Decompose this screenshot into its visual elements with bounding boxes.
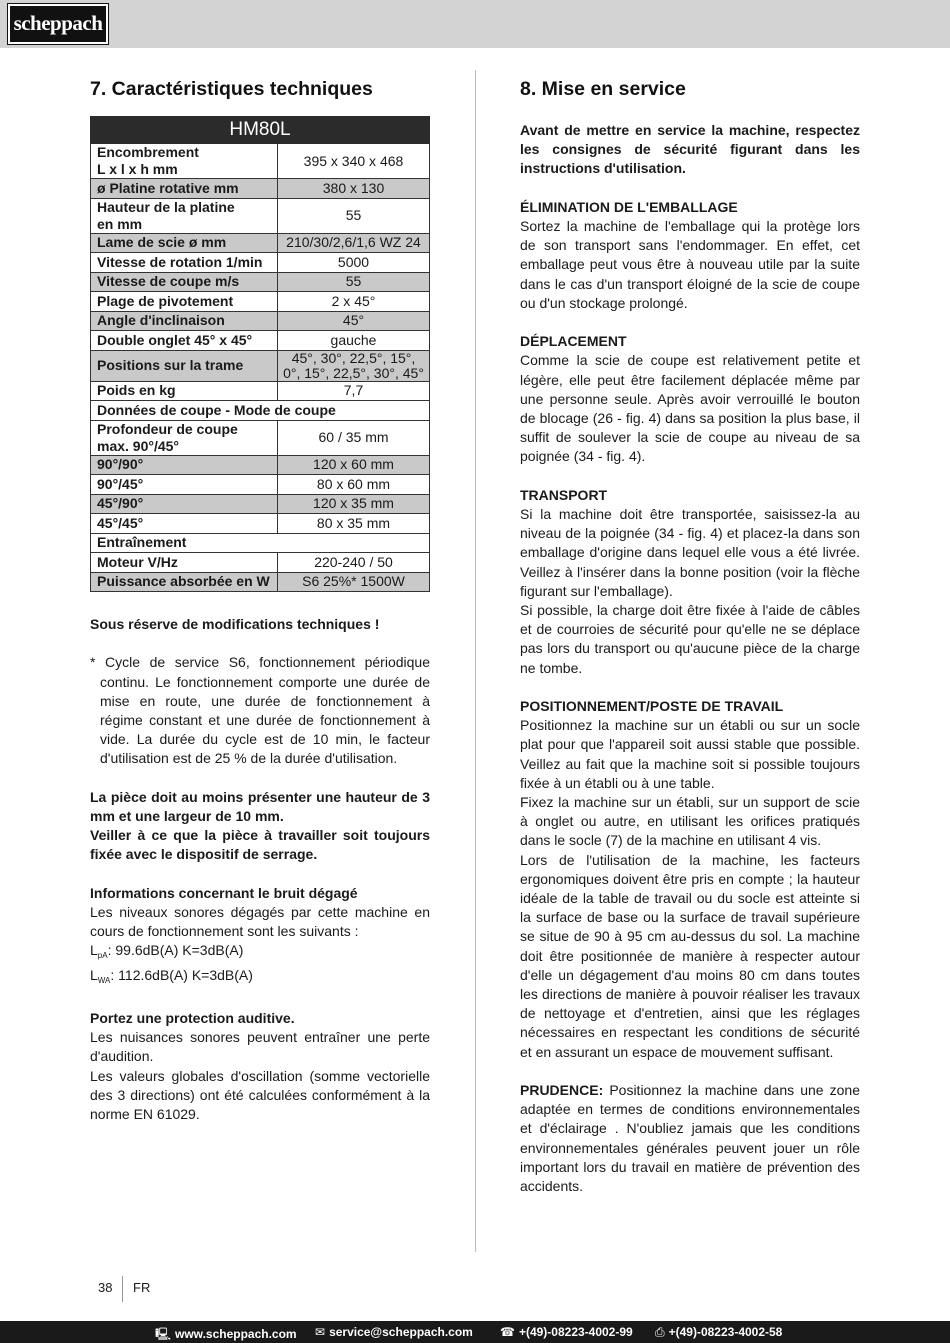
spec-label: Lame de scie ø mm xyxy=(91,233,278,253)
section-title-startup: 8. Mise en service xyxy=(520,78,686,100)
protection-text-1: Les nuisances sonores peuvent entraîner une perte d'audition. xyxy=(90,1029,430,1065)
computer-icon: 🖳 xyxy=(155,1327,172,1341)
workplace-text-2: Fixez la machine sur un établi, sur un support de scie à onglet ou autre, en utilisant les orifices pratiqués dans le socle (7) de la machine en utilisant 4 vis. xyxy=(520,794,860,849)
spec-row xyxy=(91,144,430,179)
spec-value: S6 25%* 1500W xyxy=(278,572,430,592)
workplace-heading: POSITIONNEMENT/POSTE DE TRAVAIL xyxy=(520,698,784,715)
spec-value: 55 xyxy=(278,272,430,292)
spec-section-label: Données de coupe - Mode de coupe xyxy=(91,401,430,421)
spec-value: 120 x 35 mm xyxy=(278,494,430,514)
piece-note-1: La pièce doit au moins présenter une hauteur de 3 mm et une largeur de 10 mm. xyxy=(90,788,430,824)
spec-label: Vitesse de coupe m/s xyxy=(91,272,278,292)
transport-heading: TRANSPORT xyxy=(520,486,608,503)
spec-value: 220-240 / 50 xyxy=(278,553,430,573)
spec-label: Hauteur de la platine en mm xyxy=(91,198,278,233)
website-link[interactable]: 🖳 www.scheppach.com xyxy=(155,1325,297,1343)
spec-label: Puissance absorbée en W xyxy=(91,572,278,592)
spec-value: 45°, 30°, 22,5°, 15°, 0°, 15°, 22,5°, 30°, 45° xyxy=(278,350,430,381)
spec-row xyxy=(91,179,430,199)
spec-label: ø Platine rotative mm xyxy=(91,179,278,199)
fax-number: ⎙ +(49)-08223-4002-58 xyxy=(655,1325,783,1339)
fax-icon: ⎙ xyxy=(655,1325,665,1339)
spec-label: Double onglet 45° x 45° xyxy=(91,331,278,351)
cycle-footnote: * Cycle de service S6, fonctionnement périodique continu. Le fonctionnement comporte une durée de mise en route, une durée de fonctionnement à régime constant et une durée de fonctionnement à vide. La durée du cycle est de 10 min, le facteur d'utilisation est de 25 % de la durée d'utilisation. xyxy=(90,654,430,767)
caution-paragraph xyxy=(520,1081,860,1196)
spec-label: Moteur V/Hz xyxy=(91,553,278,573)
spec-row xyxy=(91,253,430,273)
spec-value: 380 x 130 xyxy=(278,179,430,199)
spec-row xyxy=(91,514,430,534)
footer-separator xyxy=(122,1276,123,1302)
spec-label: 90°/90° xyxy=(91,455,278,475)
language-code: FR xyxy=(133,1280,151,1295)
spec-row xyxy=(91,572,430,592)
caution-text: Positionnez la machine dans une zone adaptée en termes de conditions environnementales et d'éclairage . N'oubliez jamais que les conditions environnementales générales peuvent jouer un rôle important lors du travail en matière de prévention des accidents. xyxy=(520,1082,860,1195)
transport-text-2: Si possible, la charge doit être fixée à l'aide de câbles et de courroies de sécurité pour qu'elle ne se déplace pas lors du transport ou qu'aucune pièce de la charge ne tombe. xyxy=(520,602,860,676)
spec-value: 120 x 60 mm xyxy=(278,455,430,475)
spec-label: 45°/90° xyxy=(91,494,278,514)
email-link[interactable]: ✉ service@scheppach.com xyxy=(315,1325,473,1339)
header-bar xyxy=(0,0,950,48)
spec-label: 45°/45° xyxy=(91,514,278,534)
spec-value: 5000 xyxy=(278,253,430,273)
specs-table xyxy=(90,116,430,592)
spec-row xyxy=(91,420,430,455)
spec-value: 45° xyxy=(278,311,430,331)
lpa-value: $L_{pA}$: 99.6dB(A) K=3dB(A) xyxy=(90,942,244,961)
column-divider xyxy=(475,70,476,1252)
unpacking-heading: ÉLIMINATION DE L'EMBALLAGE xyxy=(520,198,738,215)
contact-bar xyxy=(0,1321,950,1343)
spec-label: Angle d'inclinaison xyxy=(91,311,278,331)
spec-label: Vitesse de rotation 1/min xyxy=(91,253,278,273)
model-header: HM80L xyxy=(91,117,430,144)
specs-body xyxy=(91,144,430,592)
caution-label: PRUDENCE: xyxy=(520,1082,604,1099)
piece-note-2: Veiller à ce que la pièce à travailler soit toujours fixée avec le dispositif de serrage. xyxy=(90,827,430,863)
scheppach-logo: scheppach xyxy=(8,4,108,44)
noise-text: Les niveaux sonores dégagés par cette machine en cours de fonctionnement sont les suivants : xyxy=(90,904,430,940)
spec-row xyxy=(91,198,430,233)
spec-label: Positions sur la trame xyxy=(91,350,278,381)
spec-value: 80 x 35 mm xyxy=(278,514,430,534)
right-body xyxy=(520,121,860,1196)
spec-value: gauche xyxy=(278,331,430,351)
spec-value: 80 x 60 mm xyxy=(278,475,430,495)
spec-label: Poids en kg xyxy=(91,381,278,401)
spec-label: Plage de pivotement xyxy=(91,292,278,312)
unpacking-text: Sortez la machine de l'emballage qui la protège lors de son transport sans l'endommager. En effet, cet emballage peut vous être à nouveau utile par la suite dans le cas d'un transport éloigné de la scie de coupe ou d'un stockage prolongé. xyxy=(520,218,860,311)
spec-label: 90°/45° xyxy=(91,475,278,495)
protection-text-2: Les valeurs globales d'oscillation (somme vectorielle des 3 directions) ont été calculées conformément à la norme EN 61029. xyxy=(90,1067,430,1123)
lwa-value: $L_{WA}$: 112.6dB(A) K=3dB(A) xyxy=(90,966,253,985)
workplace-text-1: Positionnez la machine sur un établi ou sur un socle plat pour que l'appareil soit aussi stable que possible. Veillez au fait que la machine soit si possible toujours fixée à un établi ou à une table. xyxy=(520,717,860,791)
spec-row xyxy=(91,455,430,475)
spec-section-label: Entraînement xyxy=(91,533,430,553)
envelope-icon: ✉ xyxy=(315,1325,326,1339)
transport-text-1: Si la machine doit être transportée, saisissez-la au niveau de la poignée (34 - fig. 4) et placez-la dans son emballage d'origine dans lequel elle vous a été livrée. Veillez à l'insérer dans la bonne position (voir la flèche figurant sur l'emballage). xyxy=(520,506,860,599)
left-column xyxy=(90,76,430,1124)
spec-row xyxy=(91,331,430,351)
spec-value: 2 x 45° xyxy=(278,292,430,312)
spec-label: Profondeur de coupe max. 90°/45° xyxy=(91,420,278,455)
spec-row xyxy=(91,401,430,421)
spec-row xyxy=(91,233,430,253)
spec-value: 395 x 340 x 468 xyxy=(278,144,430,179)
spec-row xyxy=(91,475,430,495)
spec-value: 210/30/2,6/1,6 WZ 24 xyxy=(278,233,430,253)
spec-label: Encombrement L x l x h mm xyxy=(91,144,278,179)
spec-row xyxy=(91,311,430,331)
spec-row xyxy=(91,350,430,381)
spec-row xyxy=(91,381,430,401)
left-body xyxy=(90,615,430,1124)
spec-row xyxy=(91,553,430,573)
moving-heading: DÉPLACEMENT xyxy=(520,333,627,350)
phone-icon: ☎ xyxy=(500,1325,515,1339)
spec-row xyxy=(91,494,430,514)
protection-heading: Portez une protection auditive. xyxy=(90,1010,295,1026)
section-title-technical: 7. Caractéristiques techniques xyxy=(90,78,373,100)
spec-row xyxy=(91,272,430,292)
spec-row xyxy=(91,533,430,553)
spec-value: 60 / 35 mm xyxy=(278,420,430,455)
reserve-note: Sous réserve de modifications techniques ! xyxy=(90,616,380,632)
startup-intro: Avant de mettre en service la machine, respectez les consignes de sécurité figurant dans les instructions d'utilisation. xyxy=(520,122,860,177)
moving-text: Comme la scie de coupe est relativement petite et légère, elle peut être facilement déplacée même par une personne seule. Après avoir verrouillé le bouton de blocage (26 - fig. 4) dans sa position la plus base, il suffit de soulever la scie de coupe au niveau de sa poignée (34 - fig. 4). xyxy=(520,352,860,465)
page-number: 38 xyxy=(98,1280,113,1295)
phone-number: ☎ +(49)-08223-4002-99 xyxy=(500,1325,633,1339)
spec-row xyxy=(91,292,430,312)
spec-value: 7,7 xyxy=(278,381,430,401)
noise-heading: Informations concernant le bruit dégagé xyxy=(90,884,358,901)
spec-value: 55 xyxy=(278,198,430,233)
workplace-text-3: Lors de l'utilisation de la machine, les facteurs ergonomiques doivent être pris en compte ; la hauteur idéale de la table de travail ou du socle est atteinte si la surface de base ou la surface de travail supérieure se situe de 90 à 95 cm au-dessus du sol. La machine doit être positionnée de manière à respecter autour d'elle un dégagement d'au moins 80 cm dans toutes les directions de manière à pouvoir réaliser les travaux de nettoyage et d'entretien, ainsi que les réglages nécessaires en respectant les conditions de sécurité et en assurant un espace de mouvement suffisant. xyxy=(520,851,860,1060)
right-column xyxy=(520,76,860,1196)
